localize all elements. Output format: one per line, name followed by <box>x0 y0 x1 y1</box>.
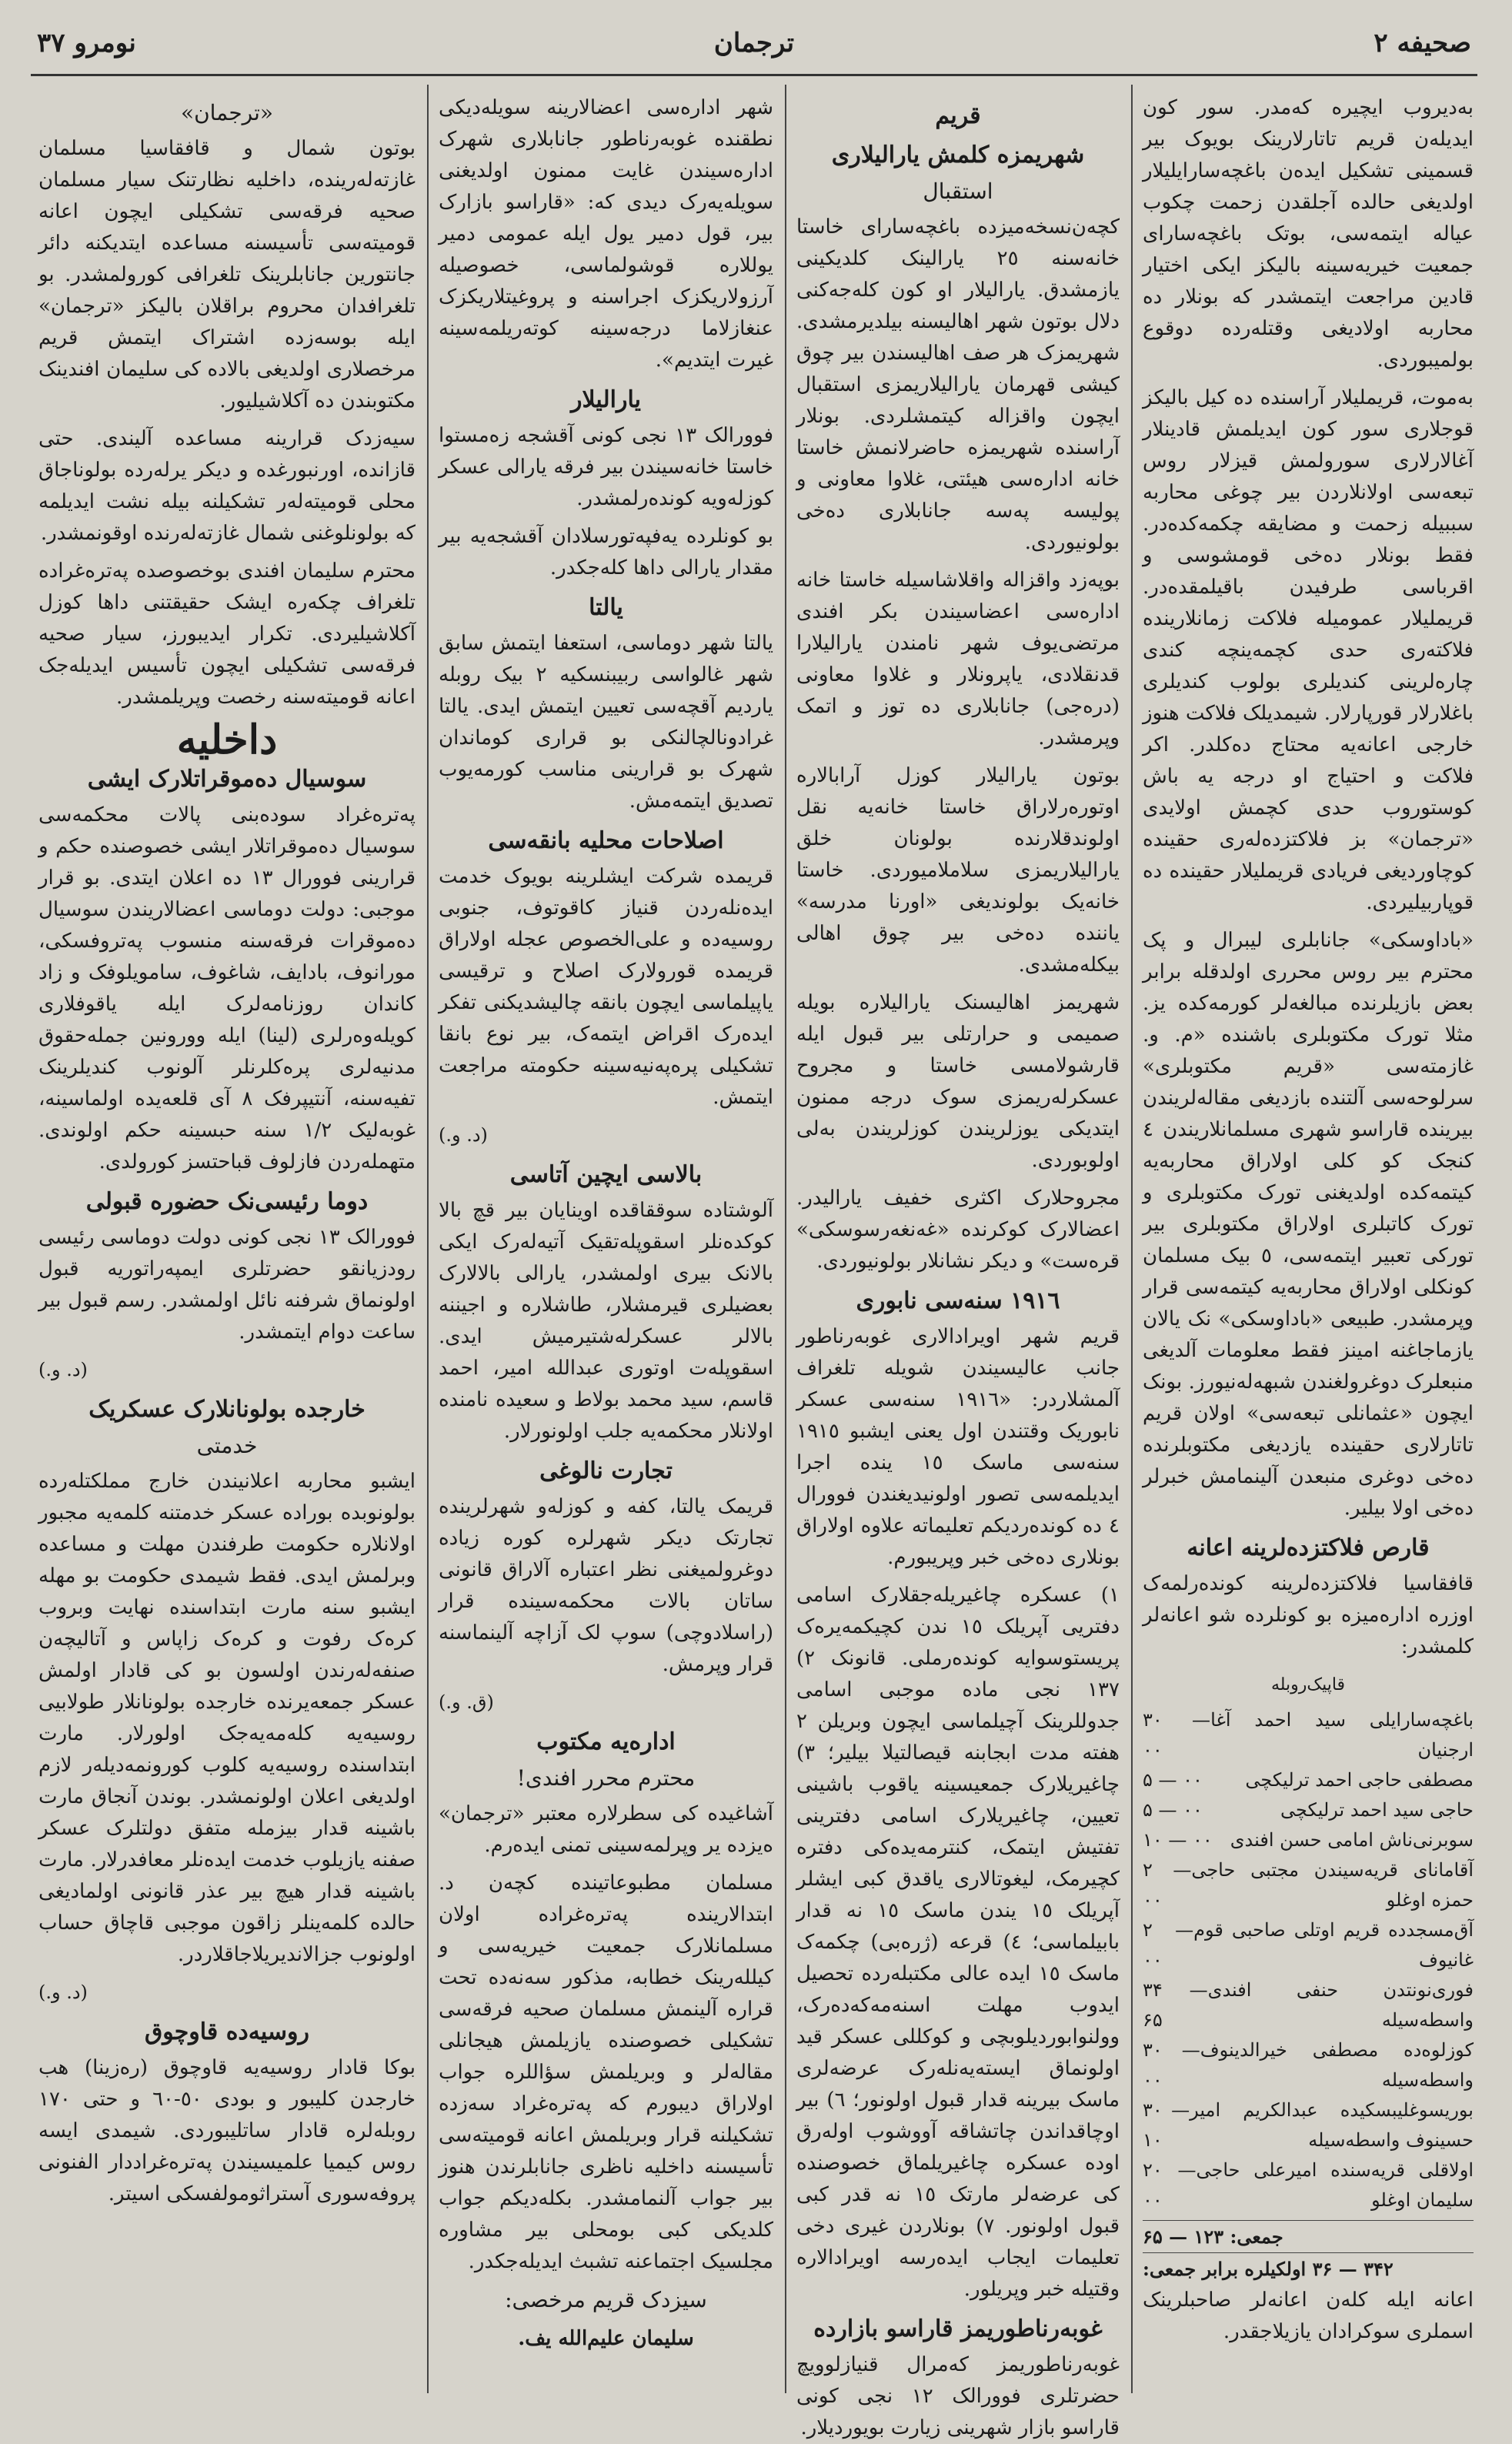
article-paragraph: قریمک یالتا، کفە و کوزلەو شهرلریندە تجارتک دیکر شهرلرە کورە زیادە دوغرولمیغنی نظر اعتبارە آلاراق قانونی ساتان بالات محکمەسیندە قرار (راسلادوچی) سوپ لک آزاچه آلینماسنە قرار وپرمش. <box>439 1495 773 1676</box>
source-tag: (ق. و.) <box>439 1691 494 1713</box>
article-title: تجارت نالوغی <box>539 1457 673 1484</box>
page-number-label: صحیفه ۲ <box>1373 28 1471 58</box>
article-title: یارالیلار <box>571 386 641 413</box>
letter-signature-place: سیزدک قریم مرخصی: <box>505 2287 707 2312</box>
article-paragraph: فوورالک ١٣ نجی کونی دولت دوماسی رئیسی رودزیانقو حضرتلری ایمپەراتوریە قبول اولونماق شرفنە نائل اولمشدر. رسم قبول بیر ساعت دوام ایتمشدر. <box>38 1226 416 1344</box>
article-paragraph: بەدیروب ایچیرە کەمدر. سور کون ایدیلەن قریم تاتارلارینک بویوک بیر قسمینی تشکیل ایدەن باغچەسارایلیلار اولدیغی حالدە آجلقدن زحمت چکوب عیالە ایتمەسی، بوتک باغچەسارای جمعیت خیریەسینە بالیکز ایکی اختیار قادین مراجعت ایتمشدر کە بونلار دە محاربە اولادیغی وقتلەردە دوقوع بولمیبوردی. <box>1143 96 1474 372</box>
article-paragraph: بوکا قادار روسیەیە قاوچوق (رەزینا) هب خارجدن کلیبور و بودی ٥٠-٦٠ و حتی ١٧٠ روبلەلرە قادار ساتلیبوردی. شیمدی ایسە روس کیمیا علمیسیندن پەترەغراددار الفنونی پروفەسوری آستراثومولفسکی اسیتر. <box>38 2056 416 2205</box>
article-paragraph: کچەن‌نسخەمیزدە باغچەسارای خاستا خانەسنە ٢٥ یارالینک کلدیکینی یازمشدق. یارالیلار او کون کلەجەکنی دلال بوتون شهر اهالیسنە بیلدیرمشدی. شهریمزک هر صف اهالیسندن بیر چوق کیشی قهرمان یارالیلاریمزی استقبال ایچون واقزاله کیتمشلردی. بونلار آراسندە شهریمزە حاضرلانمش خاستا خانە ادارەسی هیئتی، غلاوا معاونی و پولیسە پەسە جانابلاری دەخی بولونیوردی. <box>796 215 1120 554</box>
article-paragraph: شهر ادارەسی اعضالارینە سویلەدیکی نطقندە غوبەرناطور جانابلاری شهرک ادارەسیندن غایت ممنون اولدیغنی سویلەیەرک دیدی کە: «قاراسو بازارک بیر، قول دمیر یول ایلە عمومی دمیر یوللارە قوشولماسی، خصوصیلە آرزولاریکزک اجراسنە و پروغیتلاریکزک عنغازلاما درجەسینە کوتەریلمەسینە غیرت ایتدیم». <box>439 96 773 372</box>
article-title: خارجدە بولونانلارک عسکریک <box>88 1396 365 1423</box>
donor-name: باغچەسارایلی سید احمد آغا ارجنیان <box>1210 1709 1474 1761</box>
article-paragraph: محترم سلیمان افندی بوخصوصدە پەترەغرادە تلغراف چکەرە ایشک حقیقتنی داها کوزل آکلاشیلیردی. تکرار ایدیبورز، سیار صحیە فرقەسی تشکیلی ایچون تأسیس ایدیلەجک اعانە قومیتەسنە رخصت وپریلمشدر. <box>38 559 416 709</box>
article-paragraph: آلوشتادە سوققاقدە اوینایان بیر قچ بالا کوکدەنلر اسقوپلەتقیک آتیەلەرک ایکی بالانک بیری اولمشدر، یارالی بالالارک بعضیلری قیرمشلار، طاشلارە و اجیننە بالالر عسکرلەشتیرمیش ایدی. اسقوپلەت اوتوری عبدالله امیر، احمد قاسم، سید محمد بولاط و سعیدە نامنده اولانلار محکمەیە جلب اولونورلار. <box>439 1199 773 1443</box>
article-paragraph: یالتا شهر دوماسی، استعفا ایتمش سابق شهر غالواسی ربیبنسکیە ٢ بیک روبلە یاردیم آقچەسی تعیین ایتمش ایدی. یالتا غرادونالچالنکی بو قراری کوماندان شهرک بو قرارینی مناسب کورمەیوب تصدیق ایتمەمش. <box>439 632 773 813</box>
article-paragraph: فوورالک ١٣ نجی کونی آقشجە زەمستوا خاستا خانەسیندن بیر فرقە یارالی عسکر کوزلەویه کوندەرلمشدر. <box>439 424 773 510</box>
article-subtitle: استقبال <box>923 179 993 204</box>
donor-name: فوری‌نونتدن حنفی افندی واسطەسیلە <box>1207 1979 1474 2031</box>
article-title: بالاسی ایچین آتاسی <box>509 1161 703 1188</box>
relief-fund-note: اعانە ایلە کلەن اعانەلر صاحبلرینک اسملری سوکرادان یازیلاجقدر. <box>1143 2289 1474 2343</box>
article-title: غوبەرناطوریمز قاراسو بازاردە <box>813 2315 1103 2342</box>
article-title: دوما رئیسی‌نک حضورە قبولی <box>85 1188 369 1215</box>
column-divider <box>427 85 429 2393</box>
source-tag: (د. و.) <box>439 1124 488 1146</box>
donation-amount: ۲ — ۰۰ <box>1143 1919 1194 1971</box>
article-subtitle: خدمتی <box>196 1433 258 1458</box>
donor-name: سوبرنی‌ناش امامی حسن افندی <box>1230 1829 1474 1851</box>
source-tag: (د. و.) <box>38 1359 88 1381</box>
donation-row <box>1143 2155 1474 2215</box>
donation-amount: ۱۰ — ۰۰ <box>1143 1829 1213 1851</box>
column-divider <box>1131 85 1133 2393</box>
donation-row <box>1143 1975 1474 2035</box>
article-paragraph: سیەزدک قرارینە مساعدە آلیندی. حتی قازانده، اورنبورغدە و دیکر یرلەردە بولوناجاق محلی قومیتەلەر تشکیلنە بیلە نشت ایدیلمە کە بولونلوغنی شمال غازتەلەرندە اوقونمشدر. <box>38 427 416 545</box>
donor-name: مصطفی حاجی احمد ترلیکچی <box>1245 1769 1474 1791</box>
article-paragraph: شهریمز اهالیسنک یارالیلارە بویلە صمیمی و حرارتلی بیر قبول ایلە قارشولامسی خاستا و مجروح عسکرلەریمزی سوک درجە ممنون ایتدیکی یوزلریندن کوزلریندن بەلی اولوبوردی. <box>796 991 1120 1172</box>
article-title: روسیەدە قاوچوق <box>144 2018 310 2045</box>
column-4 <box>38 92 416 2393</box>
donation-row <box>1143 1915 1474 1975</box>
section-title-crimea: قریم <box>935 102 981 129</box>
donation-grand-total: ۳۴۲ — ۳۶ اولکیلرە برابر جمعی: <box>1143 2252 1474 2285</box>
donor-name: آقامانای قریەسیندن مجتبی حاجی حمزه اوغلو <box>1191 1859 1474 1911</box>
article-paragraph: بو کونلردە یەفپەتورسلادان آقشجەیە بیر مقدار یارالی داها کلەجکدر. <box>439 525 773 579</box>
article-title: ١٩١٦ سنەسی نابوری <box>856 1287 1060 1314</box>
article-paragraph: پەترەغراد سودەبنی پالات محکمەسی سوسیال دەموقراتلار ایشی خصوصندە حکم و قرارینی فوورال ١٣ دە اعلان ایتدی. بو قرار موجبی: دولت دوماسی اعضالاریندن سوسیال دەموقرات فرقەسنە منسوب پەتروفسکی، مورانوف، بادایف، شاغوف، سامویلوفک و زاد کاندان روزنامەلرک ایلە یاقوفلاری کویلەوەرلری (لینا) ایلە وورونین جملەحقوق مدنیەلری پرەکلرنلر آلونوب کندیلرینک تفیەسنە، آنتیپرفک ٨ آی قلعەیدە اولماسینە، غوبەلیک ١/٢ سنە حبسینە حکم اولوندی. متهملەردن فازلوف قباحتسز کورولدی. <box>38 803 416 1174</box>
article-paragraph: بوپەزد واقزاله واقلاشاسیلە خاستا خانە ادارەسی اعضاسیندن بکر افندی مرتضی‌یوف شهر نامندن یارالیلارا قدنقلادی، یاپرونلار و غلاوا معاونی (درەجی) جانابلاری دە توز و اتمک وپرمشدر. <box>796 569 1120 750</box>
donation-row <box>1143 1705 1474 1765</box>
donation-row <box>1143 1825 1474 1855</box>
article-title: یالتا <box>589 594 623 621</box>
donor-name: بوریسوغلیبسکیدە عبدالکریم امیر حسینوف واسطەسیلە <box>1190 2099 1474 2151</box>
donation-amount: ۳۰ — ۱۰ <box>1143 2099 1190 2151</box>
donation-amount: ۲ — ۰۰ <box>1143 1859 1192 1911</box>
article-title: اصلاحات محلیە بانقەسی <box>488 827 724 854</box>
currency-label: قاپیک‌روبلە <box>1270 1675 1346 1694</box>
donor-name: آق‌مسجددە قریم اوتلی صاحبی قوم غانیوف <box>1193 1919 1474 1971</box>
column-1 <box>1143 92 1474 2393</box>
newspaper-name: ترجمان <box>713 28 795 58</box>
donation-amount: ۳۰ — ۰۰ <box>1143 1709 1211 1761</box>
article-paragraph: بەموت، قریملیلار آراسندە دە کیل بالیکز قوجلاری سور کون ایدیلمش قادینلار آغالارلاری سورولمش قیزلار روس تبعەسی اولانلاردن بیر چوغی محاربە سببیلە زحمت و مضایقە چکمەکدەدر. فقط بونلار دەخی قومشوسی و اقرباسی طرفیدن باقیلمقدەدر. قریملیلار عمومیلە فلاکت زمانلاریندە فلاکتەری حدی کچمەینچە کندی چارەلرینی کندیلری بولوب کندیلری باغلارلار قورپارلار. شیمدیلک فلاکت هنوز خارجی اعانەیە محتاج دەکلدر. اکر فلاکت و احتیاج او درجە یە باش کوستوروب حدی کچمش اولایدی «ترجمان» بز فلاکتزدەلەری حقیندە کوچاوردیغی فریادی قریملیلار حقیندە دە قوپاربیلیردی. <box>1143 386 1474 914</box>
donation-amount: ۲۰ — ۰۰ <box>1143 2159 1197 2211</box>
article-paragraph: آشاغیدە کی سطرلارە معتبر «ترجمان» ەیزدە یر وپرلمەسینی تمنی ایدەرم. <box>439 1802 773 1857</box>
donation-amount: ۳۴ — ۶۵ <box>1143 1979 1208 2031</box>
column-2 <box>796 92 1120 2439</box>
donor-name: کوزلوەدە مصطفی خیرالدینوف واسطەسیلە <box>1200 2039 1474 2091</box>
donation-row <box>1143 1765 1474 1795</box>
article-title: سوسیال دەموقراتلارک ایشی <box>87 766 367 793</box>
article-title: «ترجمان» <box>180 100 274 125</box>
donor-name: اولاقلی قریەسندە امیرعلی حاجی سلیمان اوغلو <box>1196 2159 1474 2211</box>
source-tag: (د. و.) <box>38 1982 88 2003</box>
donation-row <box>1143 1855 1474 1915</box>
issue-number-label: نومرو ۳۷ <box>37 28 136 58</box>
header-rule <box>31 74 1477 76</box>
article-title: ادارەیە مکتوب <box>536 1728 676 1755</box>
donation-list <box>1143 1705 1474 2215</box>
donation-row <box>1143 2035 1474 2095</box>
letter-signature-name: سلیمان علیم‌الله یف. <box>518 2327 694 2350</box>
section-title-domestic: داخلیە <box>176 716 278 763</box>
relief-fund-title: قارص فلاکتزدەلرینە اعانە <box>1187 1534 1430 1561</box>
article-paragraph: قریمدە شرکت ایشلرینە بویوک خدمت ایدەنلەردن قنیاز کاقوتوف، جنوبی روسیەدە و علی‌الخصوص عجلە اولاراق قریمدە قورولارک اصلاح و ترقیسی یاپیلماسی ایچون بانقە چالیشدیکنی تفکر ایدەرک اقراض ایتمەک، بیر نوع بانقا تشکیلی پرەپەنیەسینە حکومتە مراجعت ایتمش. <box>439 865 773 1109</box>
article-paragraph: مجروحلارک اکثری خفیف یارالیدر. اعضالارک کوکرندە «غەنغەرسوسکی» قرەست» و دیکر نشانلار بولونیوردی. <box>796 1187 1120 1273</box>
letter-salutation: محترم محرر افندی! <box>516 1765 696 1791</box>
donation-amount: ۳۰ — ۰۰ <box>1143 2039 1200 2091</box>
article-paragraph: بوتون یارالیلار کوزل آرابالارە اوتورەرلاراق خاستا خانەیە نقل اولوندقلارندە بولونان خلق یارالیلاریمزی سلاملامیوردی. خاستا خانەیک بولوندیغی «اورنا مدرسە» یاننده دەخی بیر چوق اهالی بیکلەمشدی. <box>796 764 1120 977</box>
donation-amount: ۵ — ۰۰ <box>1143 1769 1203 1791</box>
article-paragraph: ایشبو محاربە اعلانیندن خارج مملکتلەردە بولونوبدە بوراده عسکر خدمتنە کلمەیە مجبور اولانلارە حکومت طرفندن مهلت و مساعدە وبرلمش ایدی. فقط شیمدی حکومت بو مهلە ایشبو سنە مارت ابتداسندە نهایت وبروب کرەک رفوت و کرەک زاپاس و آتالیچەن صنفەلەرندن اولسون بو کی قادار اولمش عسکر جمعەیرندە خارجدە بولونانلار طولابیی روسیەیە کلەمەیەجک اولورلار. مارت ابتداسندە روسیەیە کلوب کورونمەدیلەر لازم اولدیغی اعلان اولونمشدر. بوندن آنجاق مارت باشینە قدار بیزملە متفق دولتلرک عسکر صفنە یازیلوب خدمت ایدەنلر معافدرلار. مارت باشینە قدار هیچ بیر عذر قانونی اولمادیغی حالدە کلمەینلر زاقون موجبی قاچاق حساب اولونوب جزالاندیریلاجاقلاردر. <box>38 1470 416 1966</box>
article-paragraph: قریم شهر اویرادالاری غوبەرناطور جانب عالیسیندن شویلە تلغراف آلمشلاردر: «١٩١٦ سنەسی عسکر نابوریک وقتندن اول یعنی ایشبو ١٩١٥ سنەسی ماسک ١٥ یندە اجرا ایدیلمەسی تصور اولونیدیغندن فوورال ٤ دە کوندەردیکم تعلیماتە علاوە اولاراق بونلاری دەخی خبر وپریبورم. <box>796 1325 1120 1569</box>
donor-name: حاجی سید احمد ترلیکچی <box>1280 1799 1474 1821</box>
column-3 <box>439 92 773 2393</box>
article-paragraph: مسلمان مطبوعاتیندە کچەن د. ابتدالاریندە پەترەغرادە اولان مسلمانلارک جمعیت خیریەسی و کیللەرینک خطابە، مذکور سەنەدە تحت قرارە آلینمش مسلمان صحیە فرقەسی تشکیلی خصوصندە یازیلمش هیجانلی مقالەلر و وبریلمش سؤاللرە جواب اولاراق دیبورم کە پەترەغراد سەزدە تشکیلنە قرار وبریلمش اعانە قومیتەسی تأسیسنە داخلیە ناظری جانابلرندن هنوز بیر جواب آلنمامشدر. بکلەدیکم جواب کلدیکی کبی بومحلی بیر مشاوره مجلسیک اجتماعنە تشبث ایدیلەجکدر. <box>439 1871 773 2273</box>
donation-sum: جمعی: ۱۲۳ — ۶۵ <box>1143 2220 1474 2252</box>
page-header <box>31 23 1477 69</box>
relief-fund-intro: قافقاسیا فلاکتزدەلرینە کوندەرلمەک اوزرە ادارەمیزە بو کونلردە شو اعانەلر کلمشدر: <box>1143 1572 1474 1658</box>
article-paragraph: «باداوسکی» جانابلری لیبرال و پک محترم بیر روس محرری اولدقلە برابر بعض بازیلرندە مبالغەلر کورمەکدە یز. مثلا تورک مکتوبلری باشندە «م. و. غازمتەسی «قریم مکتوبلری» سرلوحەسی آلتندە بازدیغی مقالەلریندن بیریندە قاراسو شهری مسلمانلاریندن ٤ کنجک کو کلی اولاراق محاربەیە کیتمەکدە اولدیغنی تورک مکتوبلری و تورک کاتبلری اولاراق مکتوبلری بیر تورکی تعبیر ایتمەسی، ٥ بیک مسلمان کونکلی اولاراق محاربەیە کیتمەسی قرار وپرمشدر. طبیعی «باداوسکی» نک یالان یازماجاغنە امینز فقط معلومات آلدیغی منبعلرک دوغرولغندن شبهەلەنیورز. بونک ایچون «عثمانلی تبعەسی» اولان قریم تاتارلاری حقیندە یازدیغی مکتوبلرندە دەخی دوغری منبعدن آلینمامش خبرلر دەخی اولا بیلیر. <box>1143 929 1474 1520</box>
relief-fund-section <box>1143 1532 1474 2348</box>
donation-row <box>1143 2095 1474 2155</box>
column-divider <box>785 85 786 2393</box>
article-paragraph: بوتون شمال و قافقاسیا مسلمان غازتەلەریندە، داخلیە نظارتنک سیار مسلمان صحیە فرقەسی تشکیلی ایچون اعانە قومیتەسی تأسیسنە مساعدە ایتدیکنە دائر جانتورین جانابلرینک تلغرافی کورولمشدر. بو تلغرافدان محروم براقلان بالیکز «ترجمان» ایلە بوسەزدە اشتراک ایتمش قریم مرخصلاری اولدیغی بالادە کی سلیمان افندینک مکتوبندن دە آکلاشیلیور. <box>38 137 416 412</box>
donation-amount: ۵ — ۰۰ <box>1143 1799 1203 1821</box>
donation-row <box>1143 1795 1474 1825</box>
article-paragraph: غوبەرناطوریمز کەمرال قنیازلوویچ حضرتلری فوورالک ١٢ نجی کونی قاراسو بازار شهرینی زیارت بویوردیلار. <box>796 2353 1120 2439</box>
article-paragraph: ١) عسکرە چاغیریلەجقلارک اسامی دفتریی آپریلک ١٥ ندن کچیکمەیرەک پریستوسوایه کوندەرملی. قانونک ٢) ١٣٧ نجی مادە موجبی اسامی جدوللرینک آچیلماسی ایچون وبریلن ٢ هفتە مدت ابجابنە قیصالتیلا بیلیر؛ ٣) چاغیریلارک جمعیسینە یاقوب باشینی تعیین، چاغیریلارک اسامی دفترینی تفتیش ایتمک، کنترمەیدەکی دفترە کچیرمک، لیغوتالاری یاقدق کبی ایشلر آپریلک ١٥ یندن ماسک ١٥ نە قدار بابیلماسی؛ ٤) قرعە (ژرەبی) چکمەک ماسک ١٥ ایدە عالی مکتبلەردە تحصیل ایدوب مهلت اسنەمەکەدەرک، وولنوابوردیلوبچی و کوکللی عسکر قید اولونماق ایستەیەنلەرک عرضەلری ماسک بیرینە قدار قبول اولونور؛ ٦) بیر اوچاقداندن چاتشاقه آووشوب اولەرق اوده عسکرە چاغیریلماق خصوصندە کی عرضەلر مارتک ١٥ نە قدر کبی قبول اولونور. ٧) بونلاردن غیری دخی تعلیمات ایجاب ایدەرسە اویرادالارە وقتیلە خبر وپریلور. <box>796 1584 1120 2301</box>
article-title: شهریمزە کلمش یارالیلاری <box>831 142 1085 169</box>
